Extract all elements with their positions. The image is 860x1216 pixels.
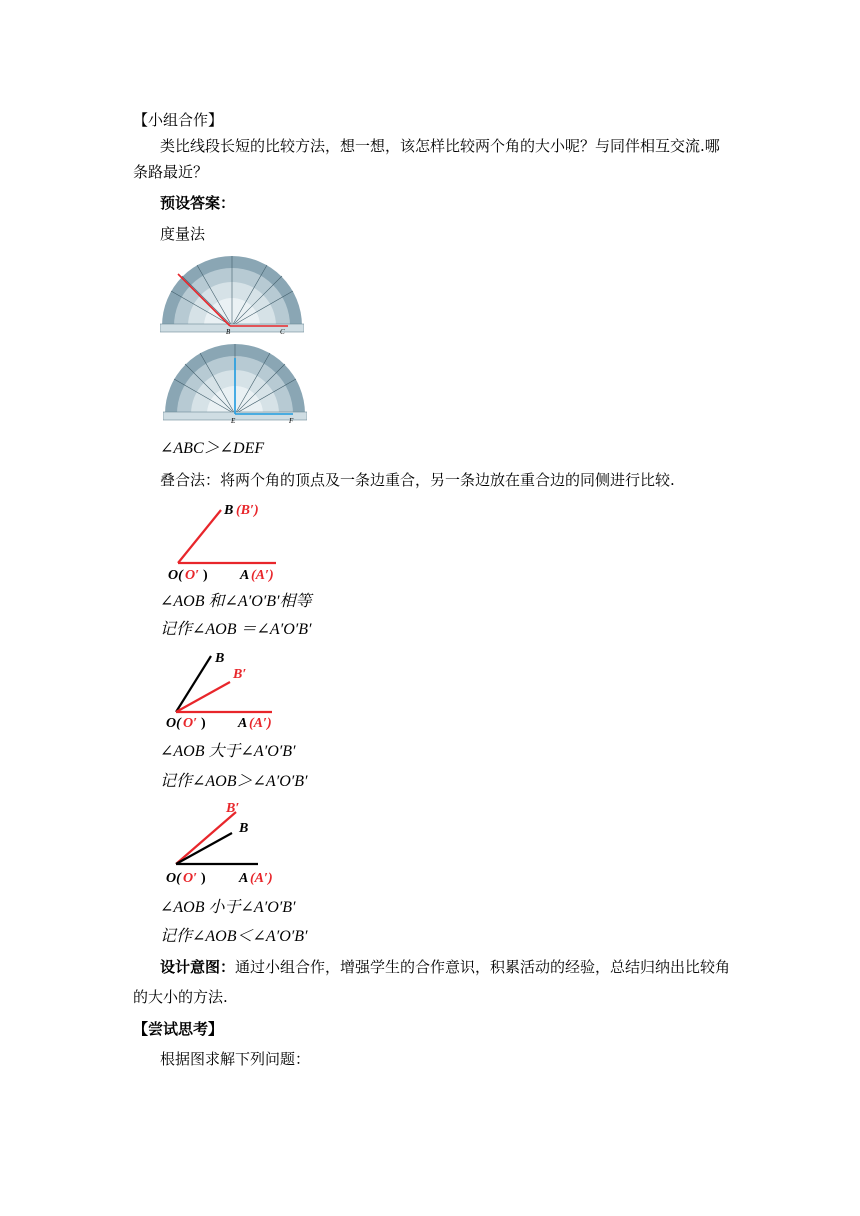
- label-o: O(: [166, 716, 181, 731]
- label-f: F: [289, 417, 294, 424]
- equal-statement: ∠AOB 和∠A′O′B′相等: [160, 593, 312, 610]
- figure-angle-equal: [166, 498, 296, 586]
- label-a-prime: (A′): [249, 716, 272, 731]
- label-a: A: [238, 716, 248, 731]
- less-notation: 记作∠AOB＜∠A′O′B′: [160, 928, 308, 945]
- label-b: B: [215, 651, 225, 666]
- protractor-figure-def: [163, 340, 307, 424]
- label-c: C: [280, 328, 285, 334]
- greater-statement: ∠AOB 大于∠A′O′B′: [160, 743, 296, 760]
- label-a: A: [240, 568, 250, 583]
- label-a-prime: (A′): [251, 568, 274, 583]
- greater-notation: 记作∠AOB＞∠A′O′B′: [160, 773, 308, 790]
- ray-ob: [176, 833, 232, 864]
- label-b: B: [239, 821, 249, 836]
- section-heading-try: 【尝试思考】: [133, 1020, 224, 1038]
- measure-comparison: ∠ABC＞∠DEF: [160, 440, 265, 457]
- label-a: A: [239, 871, 249, 886]
- label-a-prime: (A′): [250, 871, 273, 886]
- method-overlap-description: 叠合法：将两个角的顶点及一条边重合，另一条边放在重合边的同侧进行比较.: [160, 471, 675, 489]
- protractor-figure-abc: [160, 252, 304, 334]
- answer-label: 预设答案：: [160, 194, 236, 212]
- label-b-prime: B′: [226, 801, 240, 816]
- label-b: B: [224, 503, 234, 518]
- question-paragraph-line2: 条路最近？: [133, 163, 209, 181]
- figure-angle-less: [164, 798, 294, 890]
- label-o-paren: ): [201, 871, 206, 886]
- ray-ob-prime: [176, 812, 236, 864]
- label-o-prime: O′: [183, 716, 198, 731]
- ray-ob: [178, 510, 221, 563]
- label-o-prime: O′: [183, 871, 198, 886]
- question-paragraph-line1: 类比线段长短的比较方法，想一想，该怎样比较两个角的大小呢？与同伴相互交流.哪: [160, 137, 720, 155]
- design-intent-label: 设计意图：: [160, 958, 236, 976]
- label-o: O(: [168, 568, 183, 583]
- equal-notation: 记作∠AOB ＝∠A′O′B′: [160, 621, 312, 638]
- ray-ob: [176, 656, 211, 712]
- label-o-prime: O′: [185, 568, 200, 583]
- less-statement: ∠AOB 小于∠A′O′B′: [160, 899, 296, 916]
- figure-angle-greater: [166, 646, 296, 734]
- design-intent-line1: [160, 957, 730, 977]
- label-o-paren: ): [201, 716, 206, 731]
- section-heading-group: 【小组合作】: [133, 111, 224, 129]
- design-intent-line2: 的大小的方法.: [133, 988, 228, 1006]
- label-e: E: [231, 417, 236, 424]
- try-instruction: 根据图求解下列问题：: [160, 1050, 311, 1068]
- label-b: B: [226, 328, 231, 334]
- method-measure-label: 度量法: [160, 225, 206, 243]
- label-b-prime: (B′): [236, 503, 259, 518]
- design-intent-text: 通过小组合作，增强学生的合作意识，积累活动的经验，总结归纳出比较角: [235, 958, 731, 976]
- label-b-prime: B′: [233, 667, 247, 682]
- label-o-paren: ): [203, 568, 208, 583]
- label-o: O(: [166, 871, 181, 886]
